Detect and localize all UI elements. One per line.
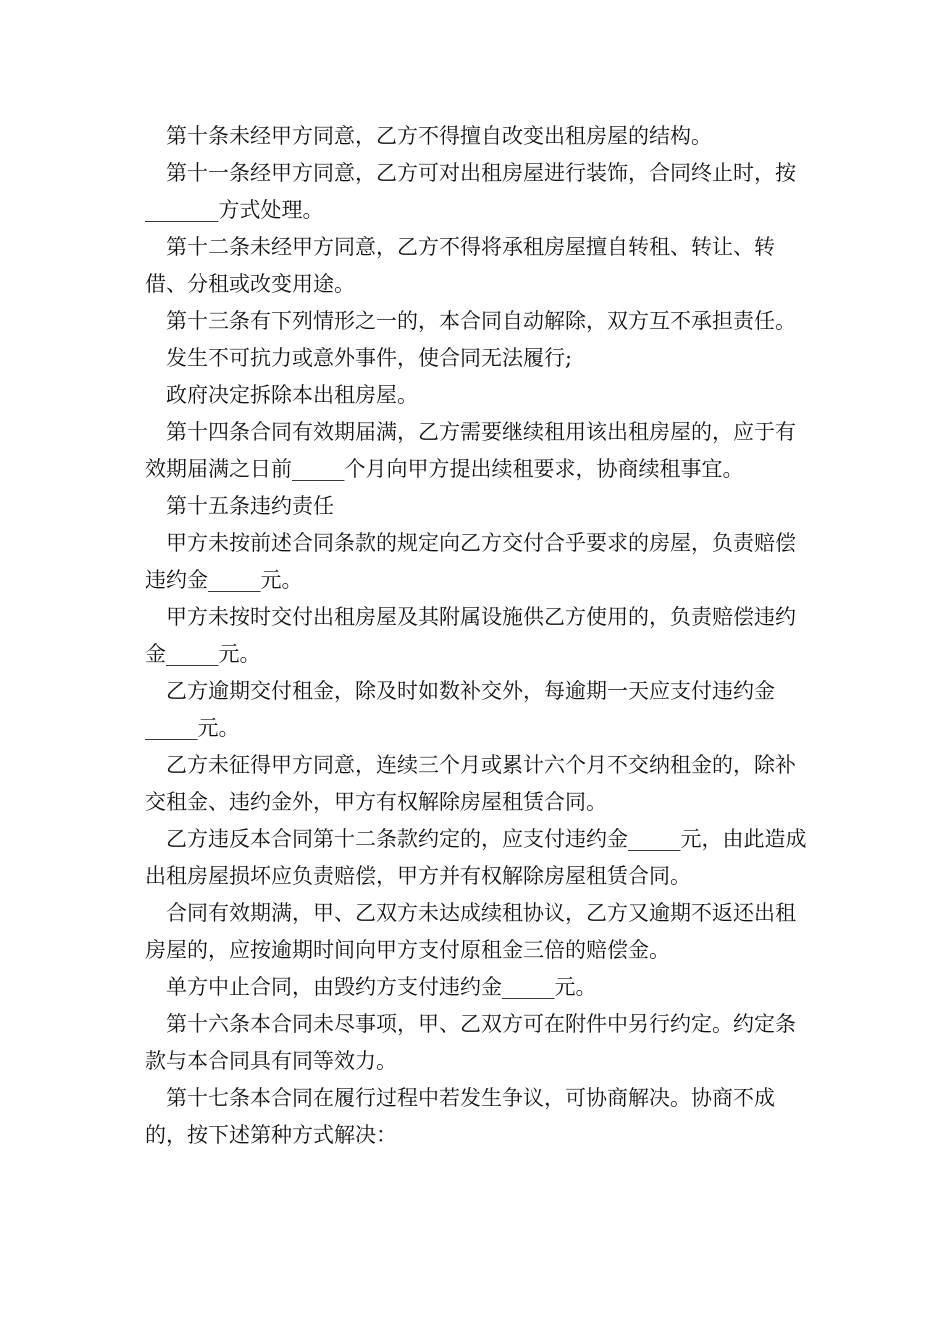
paragraph-article-17: 第十七条本合同在履行过程中若发生争议，可协商解决。协商不成的，按下述第种方式解决：: [145, 1086, 775, 1147]
paragraph-article-16: 第十六条本合同未尽事项，甲、乙双方可在附件中另行约定。约定条款与本合同具有同等效力。: [145, 1012, 796, 1073]
paragraph-article-13: 第十三条有下列情形之一的，本合同自动解除，双方互不承担责任。: [166, 309, 796, 333]
paragraph-article-12: 第十二条未经甲方同意，乙方不得将承租房屋擅自转租、转让、转借、分租或改变用途。: [145, 235, 775, 296]
paragraph-article-14: 第十四条合同有效期届满，乙方需要继续租用该出租房屋的，应于有效期届满之日前_____个月向甲方提出续租要求，协商续租事宜。: [145, 420, 796, 481]
paragraph-government-demolition: 政府决定拆除本出租房屋。: [166, 383, 418, 407]
paragraph-article-15-heading: 第十五条违约责任: [166, 494, 334, 518]
paragraph-party-b-late-rent: 乙方逾期交付租金，除及时如数补交外，每逾期一天应支付违约金_____元。: [145, 679, 775, 740]
paragraph-article-11: 第十一条经甲方同意，乙方可对出租房屋进行装饰，合同终止时，按_______方式处理。: [145, 161, 796, 222]
paragraph-unilateral-termination: 单方中止合同，由毁约方支付违约金_____元。: [166, 975, 597, 999]
paragraph-force-majeure: 发生不可抗力或意外事件，使合同无法履行;: [166, 346, 573, 370]
paragraph-party-a-housing-breach: 甲方未按前述合同条款的规定向乙方交付合乎要求的房屋，负责赔偿违约金_____元。: [145, 531, 796, 592]
paragraph-overdue-return: 合同有效期满，甲、乙双方未达成续租协议，乙方又逾期不返还出租房屋的，应按逾期时间向甲方支付原租金三倍的赔偿金。: [145, 901, 796, 962]
document-body: [145, 118, 815, 1154]
paragraph-article-10: 第十条未经甲方同意，乙方不得擅自改变出租房屋的结构。: [166, 124, 712, 148]
paragraph-party-b-article-12-breach: 乙方违反本合同第十二条款约定的，应支付违约金_____元，由此造成出租房屋损坏应负责赔偿，甲方并有权解除房屋租赁合同。: [145, 827, 807, 888]
paragraph-party-b-unpaid-rent: 乙方未征得甲方同意，连续三个月或累计六个月不交纳租金的，除补交租金、违约金外，甲方有权解除房屋租赁合同。: [145, 753, 796, 814]
paragraph-party-a-late-delivery: 甲方未按时交付出租房屋及其附属设施供乙方使用的，负责赔偿违约金_____元。: [145, 605, 796, 666]
